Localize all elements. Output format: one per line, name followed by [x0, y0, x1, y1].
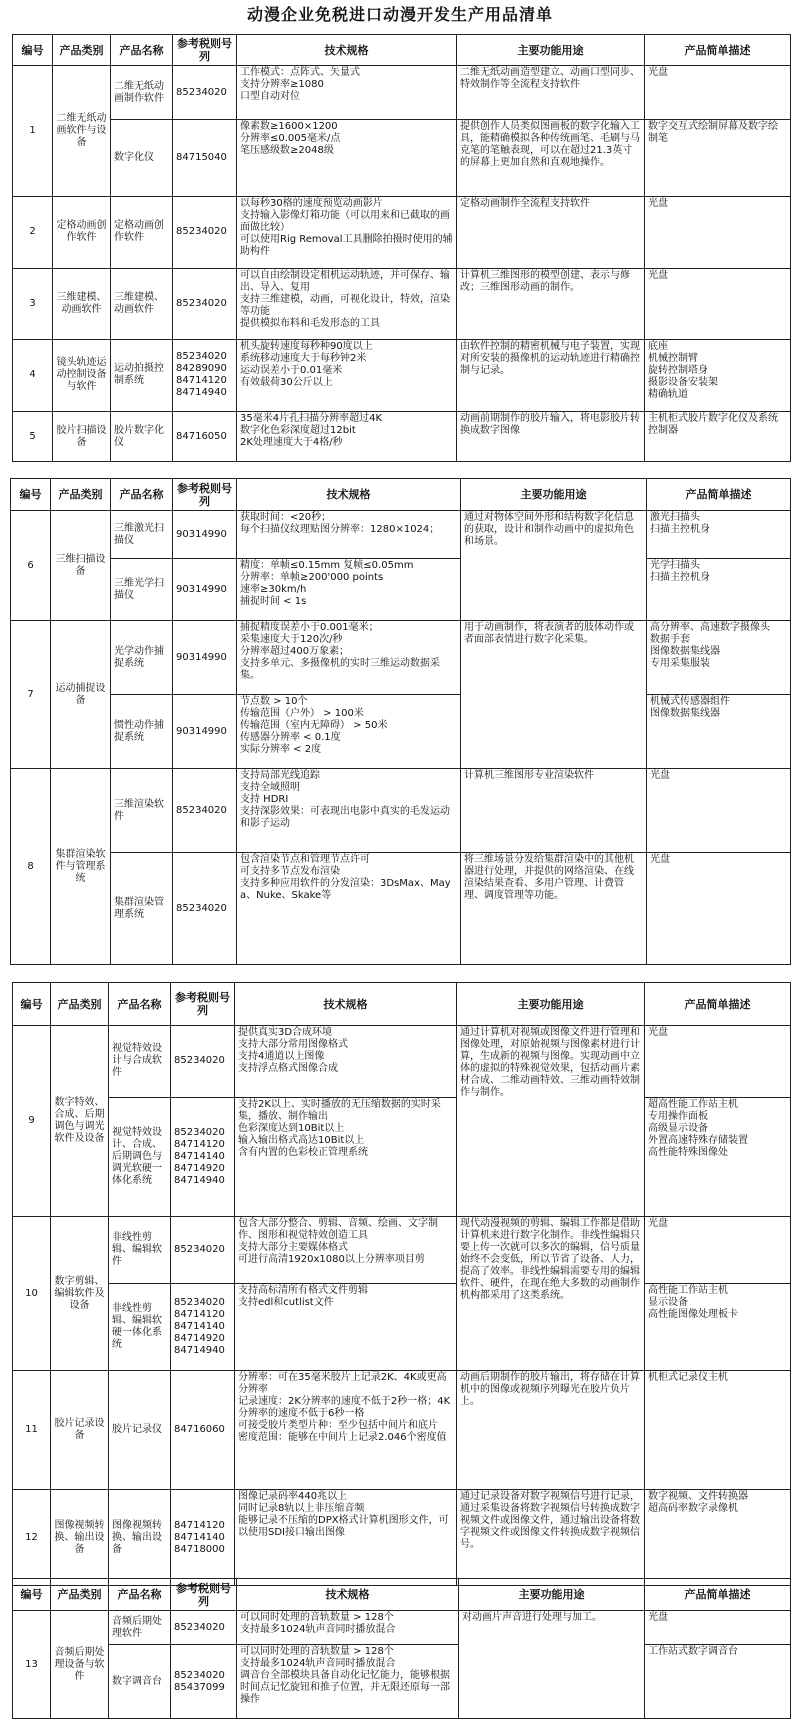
- technical-spec: 包含渲染节点和管理节点许可 可支持多节点发布渲染 支持多种应用软件的分发渲染：3DsMax、Maya、Nuke、Skake等: [237, 853, 461, 965]
- table-row: [13, 412, 791, 462]
- product-name: 定格动画创作软件: [111, 196, 173, 269]
- product-description: 光学扫描头 扫描主控机身: [647, 559, 791, 621]
- list-table-section-2: [10, 478, 791, 965]
- technical-spec: 获取时间：<20秒； 每个扫描仪纹理贴图分辨率：1280×1024；: [237, 511, 461, 559]
- table-row: [11, 853, 791, 965]
- technical-spec: 分辨率：可在35毫米胶片上记录2K、4K或更高分辨率 记录速度：2K分辨率的速度不低于2秒一格；4K分辨率的速度不低于6秒一格 可接受胶片类型片种：至少包括中间片和底片 密度范围：能够在中间片上记录2.046个密度值: [235, 1370, 457, 1490]
- product-category: 图像视频转换、输出设备: [51, 1490, 109, 1586]
- function-usage: 计算机三维图形的模型创建、表示与修改；三维图形动画的制作。: [457, 269, 645, 339]
- row-number: 11: [13, 1370, 51, 1490]
- product-description: 高分辨率、高速数字摄像头 数据手套 图像数据集线器 专用采集服装: [647, 621, 791, 695]
- table-row: [13, 1645, 791, 1719]
- table-row: [13, 269, 791, 339]
- header-function: 主要功能用途: [457, 35, 645, 66]
- tariff-code: 90314990: [173, 511, 237, 559]
- row-number: 3: [13, 269, 53, 339]
- product-name: 图像视频转换、输出设备: [109, 1490, 171, 1586]
- header-spec: 技术规格: [237, 479, 461, 511]
- row-number: 2: [13, 196, 53, 269]
- product-name: 三维建模、动画软件: [111, 269, 173, 339]
- header-category: 产品类别: [51, 1579, 109, 1611]
- table-header-row: [13, 1579, 791, 1611]
- function-usage: 用于动画制作，将表演者的肢体动作或者面部表情进行数字化采集。: [461, 621, 647, 769]
- header-desc: 产品简单描述: [645, 35, 791, 66]
- list-table-section-4: [12, 1578, 791, 1719]
- header-name: 产品名称: [109, 983, 171, 1026]
- row-number: 12: [13, 1490, 51, 1586]
- product-category: 三维建模、动画软件: [53, 269, 111, 339]
- list-table-section-1: [12, 34, 791, 462]
- table-row: [11, 769, 791, 853]
- header-category: 产品类别: [51, 983, 109, 1026]
- row-number: 10: [13, 1217, 51, 1370]
- technical-spec: 机头旋转速度每秒种90度以上 系统移动速度大于每秒钟2米 运动误差小于0.01毫米 有效载荷30公斤以上: [237, 339, 457, 412]
- table-row: [13, 1611, 791, 1645]
- page-title: 动漫企业免税进口动漫开发生产用品清单: [246, 5, 553, 24]
- tariff-code: 85234020 84714120 84714140 84714920 84714940: [171, 1097, 235, 1217]
- product-name: 非线性剪辑、编辑软硬一体化系统: [109, 1284, 171, 1370]
- product-name: 数字调音台: [109, 1645, 171, 1719]
- product-category: 镜头轨迹运动控制设备与软件: [53, 339, 111, 412]
- product-name: 非线性剪辑、编辑软件: [109, 1217, 171, 1284]
- header-tariff: 参考税则号列: [173, 479, 237, 511]
- product-name: 胶片记录仪: [109, 1370, 171, 1490]
- product-description: 工作站式数字调音台: [645, 1645, 791, 1719]
- tariff-code: 85234020: [173, 66, 237, 120]
- product-category: 胶片扫描设备: [53, 412, 111, 462]
- tariff-code: 85234020 84714120 84714140 84714920 84714940: [171, 1284, 235, 1370]
- technical-spec: 支持2K以上、实时播放的无压缩数据的实时采集，播放、制作输出 色彩深度达到10Bit以上 输入输出格式高达10Bit以上 含有内置的色彩校正管理系统: [235, 1097, 457, 1217]
- table-row: [11, 511, 791, 559]
- product-description: 光盘: [647, 853, 791, 965]
- technical-spec: 支持局部光线追踪 支持全域照明 支持 HDRI 支持深影效果：可表现出电影中真实的毛发运动和影子运动: [237, 769, 461, 853]
- table-row: [11, 621, 791, 695]
- product-name: 音频后期处理软件: [109, 1611, 171, 1645]
- table-header-row: [13, 35, 791, 66]
- tariff-code: 85234020: [173, 269, 237, 339]
- product-category: 定格动画创作软件: [53, 196, 111, 269]
- product-description: 光盘: [645, 1026, 791, 1098]
- tariff-code: 85234020: [173, 196, 237, 269]
- product-name: 三维渲染软件: [111, 769, 173, 853]
- function-usage: 二维无纸动画造型建立、动画口型同步、特效制作等全流程支持软件: [457, 66, 645, 120]
- tariff-code: 84716060: [171, 1370, 235, 1490]
- product-category: 二维无纸动画软件与设备: [53, 66, 111, 197]
- technical-spec: 节点数 > 10个 传输范围（户外） > 100米 传输范围（室内无障碍） > 50米 传感器分辨率 < 0.1度 实际分辨率 < 2度: [237, 695, 461, 769]
- header-name: 产品名称: [109, 1579, 171, 1611]
- product-description: 底座 机械控制臂 旋转控制塔身 摄影设备安装架 精确轨道: [645, 339, 791, 412]
- product-name: 运动拍摄控制系统: [111, 339, 173, 412]
- table-row: [13, 1284, 791, 1370]
- header-name: 产品名称: [111, 479, 173, 511]
- product-description: 数字视频、文件转换器 超高码率数字录像机: [645, 1490, 791, 1586]
- header-spec: 技术规格: [237, 35, 457, 66]
- function-usage: 对动画片声音进行处理与加工。: [459, 1611, 645, 1719]
- header-desc: 产品简单描述: [645, 983, 791, 1026]
- header-no: 编号: [13, 1579, 51, 1611]
- row-number: 5: [13, 412, 53, 462]
- header-no: 编号: [13, 35, 53, 66]
- row-number: 13: [13, 1611, 51, 1719]
- technical-spec: 提供真实3D合成环境 支持大部分常用图像格式 支持4通道以上图像 支持浮点格式图像合成: [235, 1026, 457, 1098]
- tariff-code: 84715040: [173, 119, 237, 196]
- product-description: 光盘: [645, 1217, 791, 1284]
- tariff-code: 85234020: [171, 1611, 237, 1645]
- function-usage: 由软件控制的精密机械与电子装置，实现对所安装的摄像机的运动轨迹进行精确控制与记录。: [457, 339, 645, 412]
- technical-spec: 精度：单帧≤0.15mm 复帧≤0.05mm 分辨率：单帧≥200'000 points 速率≥30km/h 捕捉时间 < 1s: [237, 559, 461, 621]
- tariff-code: 90314990: [173, 621, 237, 695]
- tariff-code: 85234020: [171, 1217, 235, 1284]
- product-category: 运动捕捉设备: [51, 621, 111, 769]
- product-category: 音频后期处理设备与软件: [51, 1611, 109, 1719]
- tariff-code: 85234020 84289090 84714120 84714940: [173, 339, 237, 412]
- product-description: 光盘: [645, 66, 791, 120]
- row-number: 6: [11, 511, 51, 621]
- function-usage: 计算机三维图形专业渲染软件: [461, 769, 647, 853]
- product-description: 光盘: [645, 196, 791, 269]
- function-usage: 定格动画制作全流程支持软件: [457, 196, 645, 269]
- table-row: [13, 1097, 791, 1217]
- technical-spec: 包含大部分整合、剪辑、音频、绘画、文字制作、图形和视觉特效创造工具 支持大部分主要媒体格式 可进行高清1920x1080以上分辨率项目剪: [235, 1217, 457, 1284]
- product-description: 数字交互式绘制屏幕及数字绘制笔: [645, 119, 791, 196]
- function-usage: 提供创作人员类似图画板的数字化输入工具，能精确模拟各种传统画笔、毛刷与马克笔的笔触表现，可以在超过21.3英寸的屏幕上更加自然和直观地操作。: [457, 119, 645, 196]
- function-usage: 动画后期制作的胶片输出，将存储在计算机中的图像或视频序列曝光在胶片负片上。: [457, 1370, 645, 1490]
- header-desc: 产品简单描述: [645, 1579, 791, 1611]
- product-description: 机柜式记录仪主机: [645, 1370, 791, 1490]
- header-category: 产品类别: [53, 35, 111, 66]
- table-header-row: [11, 479, 791, 511]
- technical-spec: 支持高标清所有格式文件剪辑 支持edl和cutlist文件: [235, 1284, 457, 1370]
- table-row: [13, 1490, 791, 1586]
- product-category: 三维扫描设备: [51, 511, 111, 621]
- table-row: [13, 1026, 791, 1098]
- technical-spec: 图像记录码率440兆以上 同时记录8轨以上非压缩音频 能够记录不压缩的DPX格式计算机图形文件，可以使用SDI接口输出图像: [235, 1490, 457, 1586]
- tariff-code: 84716050: [173, 412, 237, 462]
- function-usage: 通过计算机对视频或图像文件进行管理和图像处理，对原始视频与图像素材进行计算，生成新的视频与图像。实现动画中立体的虚拟的特殊视觉效果，包括动画片素材合成、二维动画特效、三维动画特效制作与制作。: [457, 1026, 645, 1217]
- technical-spec: 35毫米4片孔扫描分辨率超过4K 数字化色彩深度超过12bit 2K处理速度大于4格/秒: [237, 412, 457, 462]
- table-row: [13, 1217, 791, 1284]
- function-usage: 通过对物体空间外形和结构数字化信息的获取，设计和制作动画中的虚拟角色和场景。: [461, 511, 647, 621]
- header-category: 产品类别: [51, 479, 111, 511]
- table-row: [11, 559, 791, 621]
- tariff-code: 85234020 85437099: [171, 1645, 237, 1719]
- product-name: 视觉特效设计、合成、后期调色与调光软硬一体化系统: [109, 1097, 171, 1217]
- product-name: 胶片数字化仪: [111, 412, 173, 462]
- header-tariff: 参考税则号列: [171, 1579, 237, 1611]
- table-row: [13, 196, 791, 269]
- product-description: 主机柜式胶片数字化仪及系统控制器: [645, 412, 791, 462]
- product-name: 集群渲染管理系统: [111, 853, 173, 965]
- header-tariff: 参考税则号列: [173, 35, 237, 66]
- table-row: [13, 339, 791, 412]
- product-category: 集群渲染软件与管理系统: [51, 769, 111, 965]
- header-spec: 技术规格: [235, 983, 457, 1026]
- tariff-code: 85234020: [173, 769, 237, 853]
- tariff-code: 90314990: [173, 695, 237, 769]
- table-row: [13, 66, 791, 120]
- tariff-code: 84714120 84714140 84718000: [171, 1490, 235, 1586]
- product-description: 光盘: [645, 1611, 791, 1645]
- technical-spec: 可以同时处理的音轨数量 > 128个 支持最多1024轨声音同时播放混合: [237, 1611, 459, 1645]
- product-name: 惯性动作捕捉系统: [111, 695, 173, 769]
- table-row: [13, 119, 791, 196]
- header-function: 主要功能用途: [457, 983, 645, 1026]
- product-name: 数字化仪: [111, 119, 173, 196]
- row-number: 8: [11, 769, 51, 965]
- function-usage: 将三维场景分发给集群渲染中的其他机器进行处理，并提供的网络渲染、在线渲染结果查看、多用户管理、计费管理、调度管理等功能。: [461, 853, 647, 965]
- header-name: 产品名称: [111, 35, 173, 66]
- product-description: 光盘: [647, 769, 791, 853]
- product-name: 三维激光扫描仪: [111, 511, 173, 559]
- function-usage: 动画前期制作的胶片输入，将电影胶片转换成数字图像: [457, 412, 645, 462]
- table-row: [13, 1370, 791, 1490]
- product-category: 数字特效、合成、后期调色与调光软件及设备: [51, 1026, 109, 1217]
- tariff-code: 85234020: [173, 853, 237, 965]
- product-description: 激光扫描头 扫描主控机身: [647, 511, 791, 559]
- function-usage: 现代动漫视频的剪辑、编辑工作都是借助计算机来进行数字化制作。非线性编辑只要上传一次就可以多次的编辑，信号质量始终不会变低，所以节省了设备、人力，提高了效率。非线性编辑需要专用的编辑软件、硬件，在现在绝大多数的动画制作机构都采用了这类系统。: [457, 1217, 645, 1370]
- header-desc: 产品简单描述: [647, 479, 791, 511]
- tariff-code: 85234020: [171, 1026, 235, 1098]
- row-number: 7: [11, 621, 51, 769]
- product-description: 机械式传感器组件 图像数据集线器: [647, 695, 791, 769]
- product-category: 数字剪辑、编辑软件及设备: [51, 1217, 109, 1370]
- technical-spec: 捕捉精度误差小于0.001毫米； 采集速度大于120次/秒 分辨率超过400万象素； 支持多单元、多摄像机的实时三维运动数据采集。: [237, 621, 461, 695]
- product-description: 超高性能工作站主机 专用操作面板 高级显示设备 外置高速特殊存储装置 高性能特殊图像处: [645, 1097, 791, 1217]
- row-number: 1: [13, 66, 53, 197]
- row-number: 9: [13, 1026, 51, 1217]
- product-name: 视觉特效设计与合成软件: [109, 1026, 171, 1098]
- header-no: 编号: [11, 479, 51, 511]
- product-name: 三维光学扫描仪: [111, 559, 173, 621]
- row-number: 4: [13, 339, 53, 412]
- technical-spec: 可以同时处理的音轨数量 > 128个 支持最多1024轨声音同时播放混合 调音台全部模块具备自动化记忆能力，能够根据时间点记忆旋钮和推子位置，并无限还原每一部操作: [237, 1645, 459, 1719]
- header-spec: 技术规格: [237, 1579, 459, 1611]
- function-usage: 通过记录设备对数字视频信号进行记录，通过采集设备将数字视频信号转换成数字视频文件或图像文件，通过输出设备将数字视频文件或图像文件转换成数字视频信号。: [457, 1490, 645, 1586]
- technical-spec: 以每秒30格的速度预览动画影片 支持输入影像灯箱功能（可以用来和已截取的画面做比较） 可以使用Rig Removal工具删除拍摄时使用的辅助构件: [237, 196, 457, 269]
- header-tariff: 参考税则号列: [171, 983, 235, 1026]
- header-no: 编号: [13, 983, 51, 1026]
- header-function: 主要功能用途: [461, 479, 647, 511]
- product-name: 光学动作捕捉系统: [111, 621, 173, 695]
- header-function: 主要功能用途: [459, 1579, 645, 1611]
- product-category: 胶片记录设备: [51, 1370, 109, 1490]
- technical-spec: 可以自由绘制设定相机运动轨迹，并可保存、输出、导入、复用 支持三维建模，动画，可视化设计，特效，渲染等功能 提供模拟布料和毛发形态的工具: [237, 269, 457, 339]
- technical-spec: 工作模式：点阵式、矢量式 支持分辨率≥1080 口型自动对位: [237, 66, 457, 120]
- table-row: [11, 695, 791, 769]
- product-name: 二维无纸动画制作软件: [111, 66, 173, 120]
- list-table-section-3: [12, 982, 791, 1586]
- technical-spec: 像素数≥1600×1200 分辨率≤0.005毫米/点 笔压感级数≥2048级: [237, 119, 457, 196]
- product-description: 光盘: [645, 269, 791, 339]
- table-header-row: [13, 983, 791, 1026]
- tariff-code: 90314990: [173, 559, 237, 621]
- product-description: 高性能工作站主机 显示设备 高性能图像处理板卡: [645, 1284, 791, 1370]
